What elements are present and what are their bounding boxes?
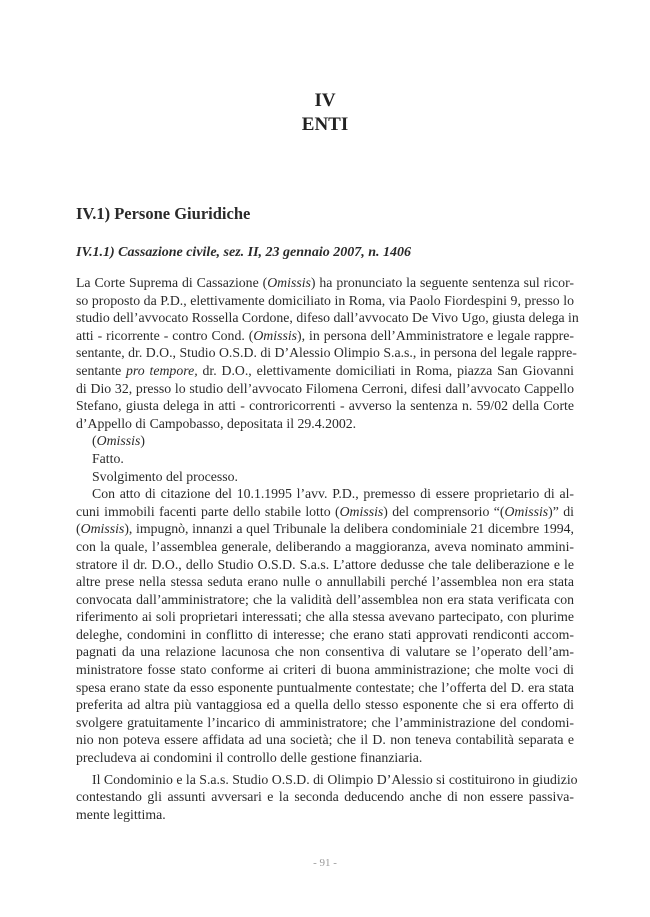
text-span: spesa erano state da esso esponente puntualmente contestate; che l’offerta del D. era stata (76, 679, 574, 695)
text-line (76, 679, 574, 697)
text-line (76, 591, 574, 609)
text-line (76, 661, 574, 679)
text-line (76, 608, 574, 626)
chapter-number: IV (314, 90, 336, 111)
subsection-heading: IV.1.1) Cassazione civile, sez. II, 23 gennaio 2007, n. 1406 (76, 245, 411, 260)
page-number: - 91 - (313, 857, 337, 869)
text-span: sentante (76, 362, 127, 378)
italic-text: Omissis (339, 503, 384, 519)
text-span: Stefano, giusta delega in atti - controricorrenti - avverso la sentenza n. 59/02 della Corte (76, 398, 574, 414)
text-span: Svolgimento del processo. (92, 468, 238, 484)
text-span: ) (140, 433, 145, 449)
text-span: ( (76, 521, 81, 537)
text-span: d’Appello di Campobasso, depositata il 29.4.2002. (76, 415, 357, 431)
text-line (76, 696, 574, 714)
text-span: sentante, dr. D.O., Studio O.S.D. di D’Alessio Olimpio S.a.s., in persona del legale rappre- (76, 345, 577, 361)
text-span: nio non poteva essere affidata ad una società; che il D. non teneva contabilità separata e (76, 732, 574, 748)
text-span: dr. D.O., elettivamente domiciliati in Roma, piazza San Giovanni (197, 362, 574, 378)
text-span: precludeva ai condomini il controllo delle gestione finanziaria. (76, 750, 423, 766)
text-span: )” di (548, 503, 574, 519)
italic-text: Omissis (96, 433, 141, 449)
text-line (76, 503, 574, 521)
section-heading: IV.1) Persone Giuridiche (76, 204, 251, 223)
text-span: preferita ad altra più vantaggiosa ed a quella dello stesso esponente che si era offerto di (76, 697, 574, 713)
text-line (76, 626, 574, 644)
body-text (76, 274, 579, 823)
text-span: ( (92, 433, 97, 449)
text-line (76, 485, 574, 503)
text-line (76, 788, 574, 806)
text-line (76, 344, 577, 362)
text-span: deleghe, condomini in conflitto di interesse; che erano stati approvati rendiconti accom- (76, 626, 574, 642)
text-line (76, 415, 574, 433)
text-span: di Dio 32, presso lo studio dell’avvocato Filomena Cerroni, difesi dall’avvocato Cappello (76, 380, 574, 396)
text-span: cuni immobili facenti parte dello stabile lotto ( (76, 503, 340, 519)
text-span: con la quale, l’assemblea generale, deliberando a maggioranza, aveva nominato ammini- (76, 538, 574, 554)
text-line (76, 450, 574, 468)
text-span: Il Condominio e la S.a.s. Studio O.S.D. di Olimpio D’Alessio si costituirono in giudizio (92, 771, 578, 787)
text-line (76, 432, 574, 450)
text-line (76, 380, 574, 398)
text-span: mente legittima. (76, 806, 166, 822)
text-line (76, 806, 574, 824)
text-span: ), impugnò, innanzi a quel Tribunale la delibera condominiale 21 dicembre 1994, (124, 521, 574, 537)
text-span: convocata dall’amministratore; che la validità dell’assemblea non era stata verificata con (76, 591, 574, 607)
text-line (76, 556, 574, 574)
text-span: contestando gli assunti avversari e la seconda deducendo anche di non essere passiva- (76, 789, 574, 805)
text-span: ), in persona dell’Amministratore e legale rappre- (297, 327, 574, 343)
text-line (76, 573, 574, 591)
text-line (76, 771, 578, 789)
text-span: La Corte Suprema di Cassazione ( (76, 275, 268, 290)
text-line (76, 274, 574, 292)
text-line (76, 362, 574, 380)
text-span: ) del comprensorio “( (383, 503, 505, 519)
italic-text: pro tempore, (126, 362, 198, 378)
text-line (76, 538, 574, 556)
text-line (76, 327, 574, 345)
chapter-title: ENTI (301, 114, 349, 135)
text-line (76, 749, 574, 767)
italic-text: Omissis (504, 503, 549, 519)
italic-text: Omissis (80, 521, 125, 537)
text-line (76, 643, 574, 661)
text-line (76, 714, 574, 732)
text-span: altre prese nella stessa seduta erano nulle o annullabili perché l’assemblea non era stata (76, 574, 574, 590)
text-span: Con atto di citazione del 10.1.1995 l’avv. P.D., premesso di essere proprietario di al- (92, 486, 574, 502)
italic-text: Omissis (253, 327, 298, 343)
text-span: ) ha pronunciato la seguente sentenza sul ricor- (310, 275, 574, 290)
text-line (76, 731, 574, 749)
text-span: pagnati da una relazione lacunosa che non consentiva di valutare se l’operato dell’am- (76, 644, 574, 660)
text-line (76, 397, 574, 415)
text-line (76, 468, 574, 486)
text-span: Fatto. (92, 450, 124, 466)
text-line (76, 520, 574, 538)
text-span: studio dell’avvocato Rossella Cordone, difeso dall’avvocato De Vivo Ugo, giusta delega in (76, 310, 579, 326)
text-span: atti - ricorrente - contro Cond. ( (76, 327, 254, 343)
text-span: svolgere gratuitamente l’incarico di amministratore; che l’amministrazione del condomi- (76, 714, 574, 730)
text-line (76, 292, 574, 310)
text-span: so proposto da P.D., elettivamente domiciliato in Roma, via Paolo Fiordespini 9, presso lo (76, 292, 574, 308)
italic-text: Omissis (267, 275, 311, 290)
text-span: riferimento ai soli proprietari interessati; che alla stessa avevano partecipato, con plurime (76, 609, 574, 625)
text-line (76, 309, 579, 327)
text-span: stratore il dr. D.O., dello Studio O.S.D. S.a.s. L’attore dedusse che tale deliberazione e le (76, 556, 574, 572)
text-span: ministratore fosse stato conforme ai criteri di buona amministrazione; che molte voci di (76, 662, 574, 678)
